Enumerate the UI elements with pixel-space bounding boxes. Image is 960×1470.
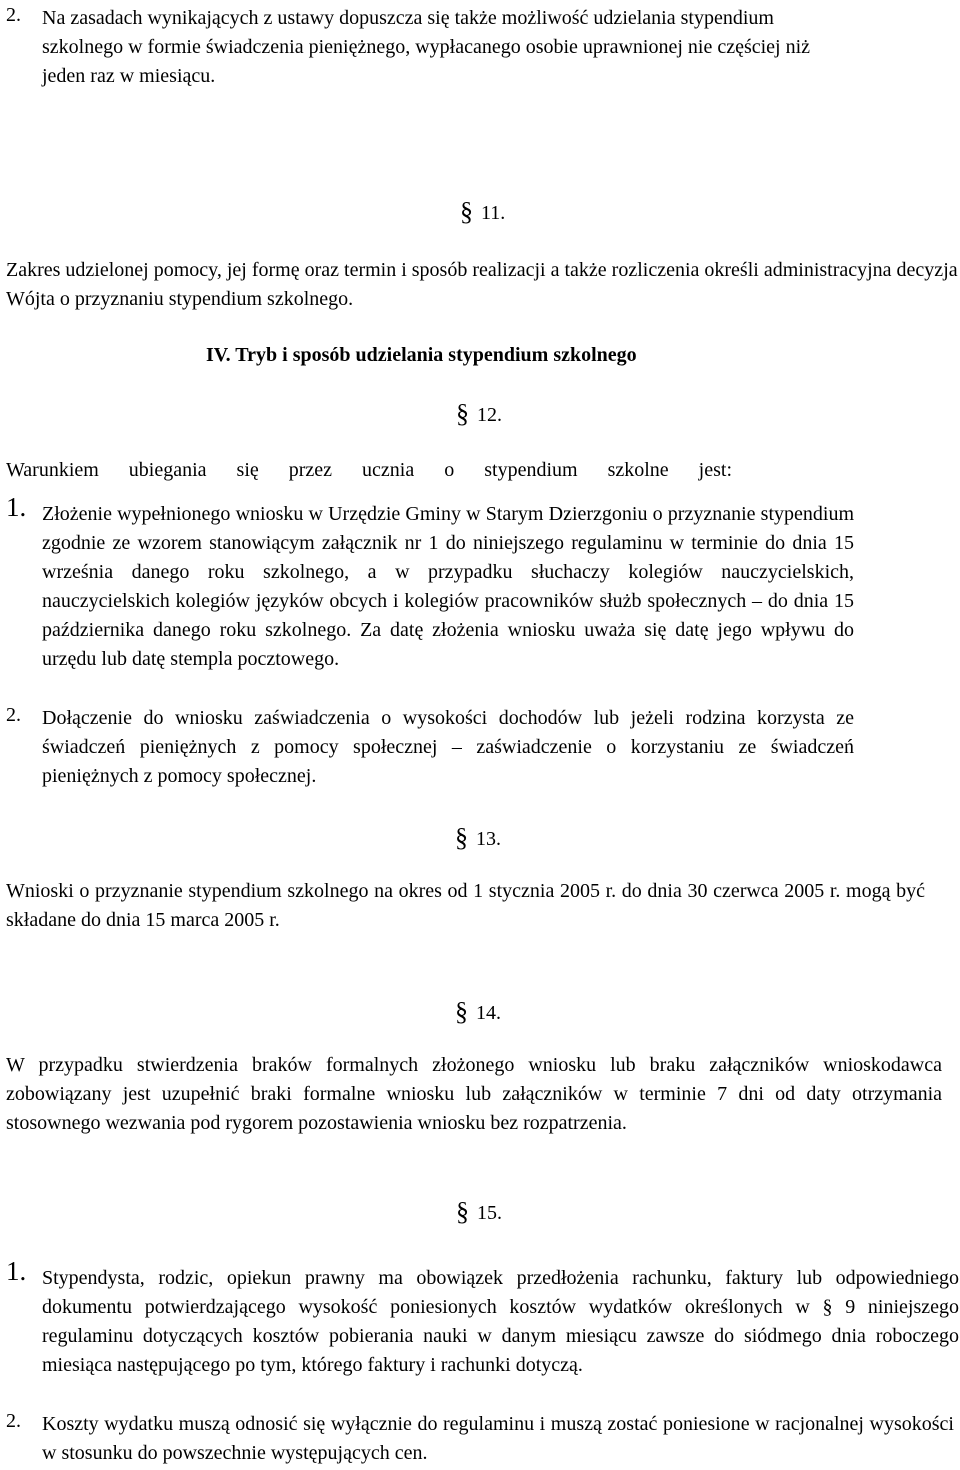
section-number: 14.: [476, 1002, 501, 1024]
section-heading: [455, 996, 501, 1026]
section-text: Zakres udzielonej pomocy, jej formę oraz termin i sposób realizacji a także rozliczenia określi administracyjna decyzja Wójta o przyznaniu stypendium szkolnego.: [6, 259, 958, 310]
item-number: 2.: [6, 1410, 21, 1432]
section-heading: [455, 822, 501, 852]
section-text: W przypadku stwierdzenia braków formalnych złożonego wniosku lub braku załączników wnioskodawca zobowiązany jest uzupełnić braki formalne wniosku lub załączników w terminie 7 dni od daty otrzymania stosownego wezwania pod rygorem pozostawienia wniosku bez rozpatrzenia.: [6, 1054, 942, 1134]
item-number: 1.: [6, 492, 27, 522]
section-sign: §: [460, 197, 473, 226]
section-number: 13.: [476, 828, 501, 850]
section-intro: Warunkiem ubiegania się przez ucznia o stypendium szkolne jest:: [6, 459, 732, 481]
item-text: Dołączenie do wniosku zaświadczenia o wysokości dochodów lub jeżeli rodzina korzysta ze świadczeń pieniężnych z pomocy społecznej – zaświadczenie o korzystaniu ze świadczeń pieniężnych z pomocy społecznej.: [42, 707, 854, 787]
section-sign: §: [456, 1197, 469, 1226]
section-sign: §: [456, 399, 469, 428]
item-text: Złożenie wypełnionego wniosku w Urzędzie Gminy w Starym Dzierzgoniu o przyznanie stypendium zgodnie ze wzorem stanowiącym załącznik nr 1 do niniejszego regulaminu w terminie do dnia 15 września danego roku szkolnego, a w przypadku słuchaczy kolegiów nauczycielskich, nauczycielskich kolegiów języków obcych i kolegiów pracowników służb społecznych – do dnia 15 października danego roku szkolnego. Za datę złożenia wniosku uważa się datę jego wpływu do urzędu lub datę stempla pocztowego.: [42, 503, 854, 670]
item-text: Na zasadach wynikających z ustawy dopuszcza się także możliwość udzielania stypendium szkolnego w formie świadczenia pieniężnego, wypłacanego osobie uprawnionej nie częściej niż jeden raz w miesiącu.: [42, 7, 811, 87]
item-number: 1.: [6, 1256, 27, 1286]
item-text: Koszty wydatku muszą odnosić się wyłącznie do regulaminu i muszą zostać poniesione w racjonalnej wysokości w stosunku do powszechnie występujących cen.: [42, 1413, 954, 1464]
section-heading: [456, 398, 502, 428]
section-number: 15.: [477, 1202, 502, 1224]
section-heading: [456, 1196, 502, 1226]
item-text: Stypendysta, rodzic, opiekun prawny ma obowiązek przedłożenia rachunku, faktury lub odpowiedniego dokumentu potwierdzającego wysokość poniesionych kosztów wydatków określonych w § 9 niniejszego regulaminu dotyczących kosztów pobierania nauki w danym miesiącu zawsze do siódmego dnia roboczego miesiąca następującego po tym, którego faktury i rachunki dotyczą.: [42, 1267, 959, 1376]
section-number: 11.: [481, 202, 506, 224]
section-text: Wnioski o przyznanie stypendium szkolnego na okres od 1 stycznia 2005 r. do dnia 30 czerwca 2005 r. mogą być składane do dnia 15 marca 2005 r.: [6, 880, 925, 931]
section-heading: [460, 196, 505, 226]
item-number: 2.: [6, 704, 21, 726]
section-number: 12.: [477, 404, 502, 426]
section-sign: §: [455, 823, 468, 852]
section-sign: §: [455, 997, 468, 1026]
item-number: 2.: [6, 4, 21, 26]
chapter-title: IV. Tryb i sposób udzielania stypendium szkolnego: [206, 344, 637, 366]
